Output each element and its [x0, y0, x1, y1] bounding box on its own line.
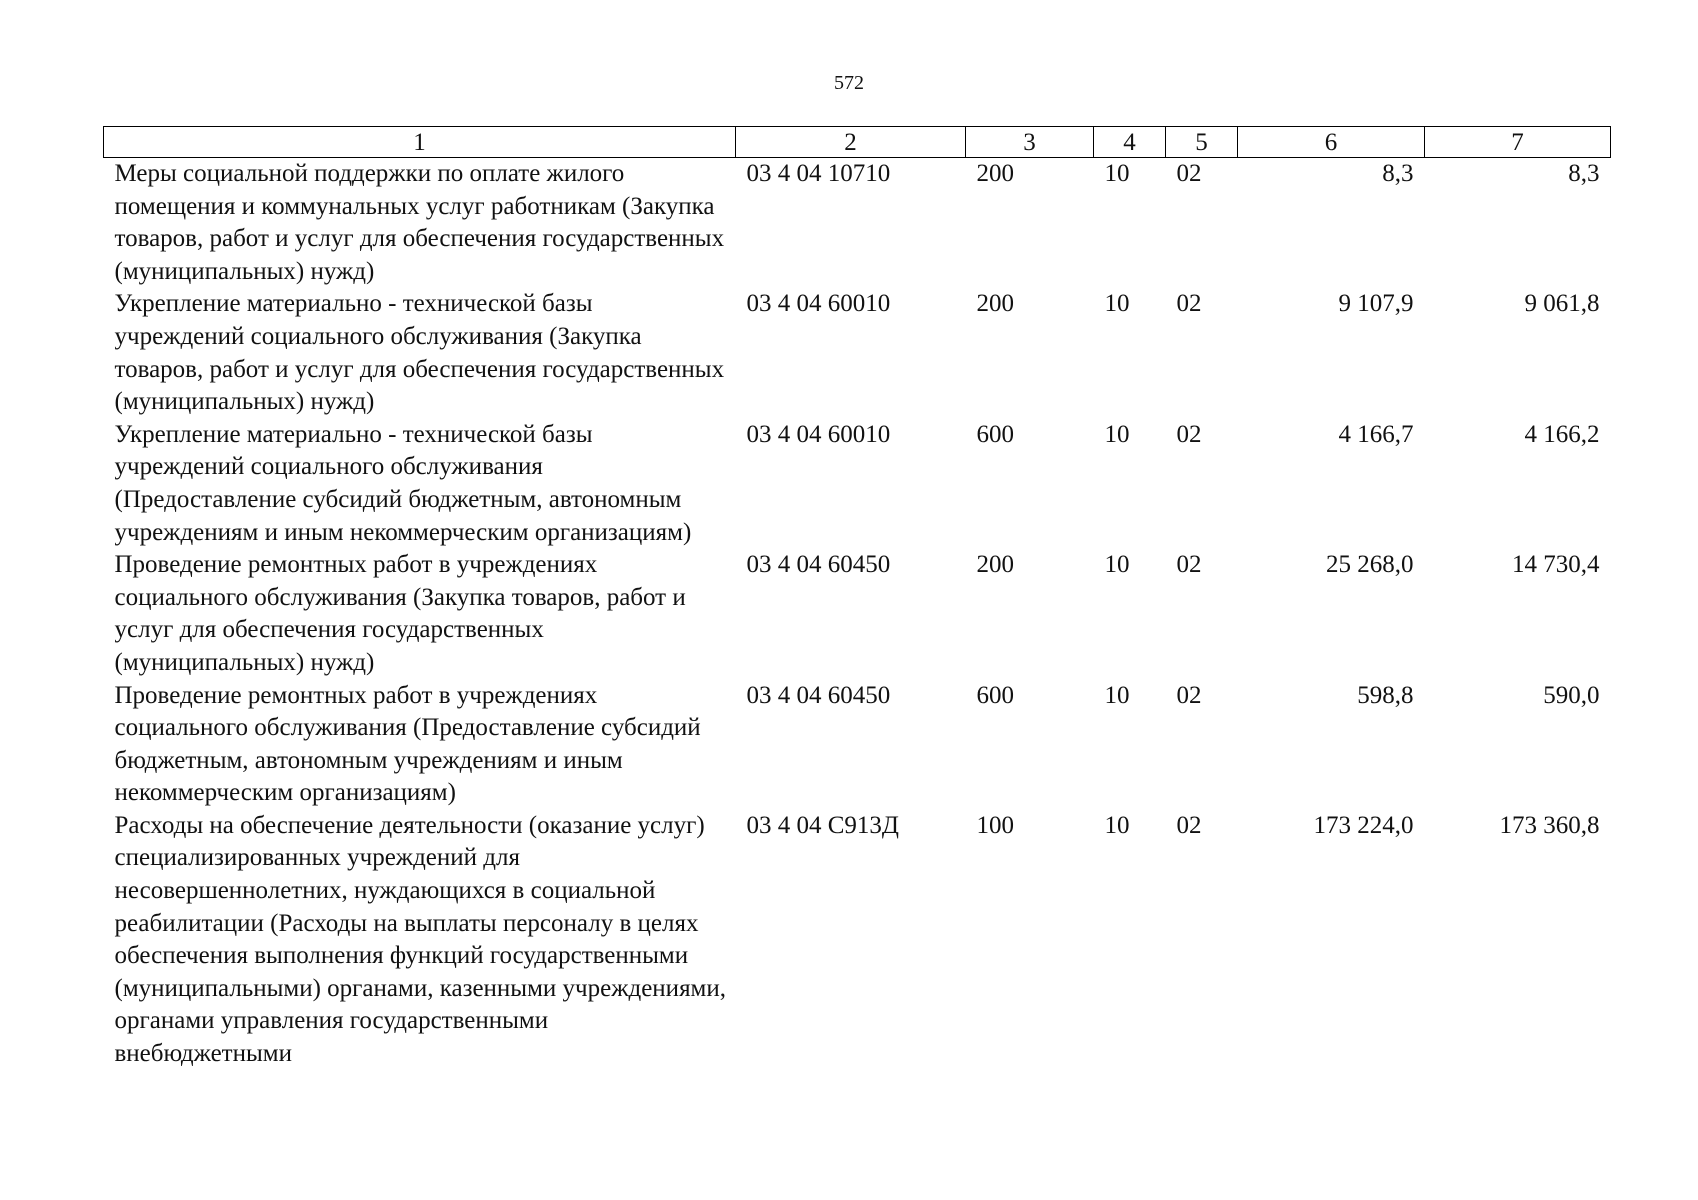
table-row	[104, 810, 1611, 1071]
table-row	[104, 680, 1611, 810]
header-col-2: 2	[736, 127, 966, 158]
row-col-4: 10	[1104, 420, 1130, 448]
row-col-7: 8,3	[1568, 160, 1600, 187]
row-col-7: 173 360,8	[1499, 811, 1600, 839]
table-row	[104, 549, 1611, 679]
row-col-3: 200	[976, 551, 1014, 579]
row-col-6: 8,3	[1382, 160, 1414, 187]
row-description: Укрепление материально - технической базы учреждений социального обслуживания (Предоставление субсидий бюджетным, автономным учреждениям и иным некоммерческим организациям)	[114, 420, 692, 546]
row-description: Проведение ремонтных работ в учреждениях социального обслуживания (Закупка товаров, работ и услуг для обеспечения государственных (муниципальных) нужд)	[114, 551, 686, 676]
row-col-6: 9 107,9	[1338, 290, 1414, 318]
row-col-3: 200	[976, 290, 1014, 318]
row-col-6: 598,8	[1357, 681, 1414, 709]
row-col-5: 02	[1176, 551, 1202, 579]
row-col-4: 10	[1104, 681, 1130, 709]
table-row	[104, 288, 1611, 418]
header-row	[104, 127, 1611, 158]
row-col-5: 02	[1176, 290, 1202, 318]
row-description: Меры социальной поддержки по оплате жилого помещения и коммунальных услуг работникам (Закупка товаров, работ и услуг для обеспечения государственных (муниципальных) нужд)	[114, 160, 725, 285]
row-target-code: 03 4 04 60450	[746, 551, 891, 579]
row-target-code: 03 4 04 60450	[746, 681, 891, 709]
header-col-5: 5	[1166, 127, 1238, 158]
row-col-7: 14 730,4	[1512, 551, 1600, 579]
row-col-7: 590,0	[1543, 681, 1600, 709]
row-col-6: 25 268,0	[1326, 551, 1414, 579]
row-col-5: 02	[1176, 420, 1202, 448]
row-description: Укрепление материально - технической базы учреждений социального обслуживания (Закупка товаров, работ и услуг для обеспечения государственных (муниципальных) нужд)	[114, 290, 725, 416]
page-number: 572	[834, 72, 864, 94]
row-col-7: 9 061,8	[1524, 290, 1600, 318]
row-col-5: 02	[1176, 160, 1202, 187]
header-col-4: 4	[1094, 127, 1166, 158]
budget-table	[103, 126, 1611, 1071]
row-col-3: 200	[976, 160, 1014, 187]
row-col-3: 100	[976, 811, 1014, 839]
header-col-1: 1	[104, 127, 736, 158]
row-col-6: 4 166,7	[1338, 420, 1414, 448]
row-col-5: 02	[1176, 811, 1202, 839]
row-col-4: 10	[1104, 811, 1130, 839]
row-target-code: 03 4 04 60010	[746, 290, 891, 318]
row-col-5: 02	[1176, 681, 1202, 709]
row-col-3: 600	[976, 681, 1014, 709]
header-col-3: 3	[966, 127, 1094, 158]
row-col-7: 4 166,2	[1524, 420, 1600, 448]
row-target-code: 03 4 04 10710	[746, 160, 891, 187]
table-row	[104, 419, 1611, 549]
row-col-3: 600	[976, 420, 1014, 448]
row-description: Расходы на обеспечение деятельности (оказание услуг) специализированных учреждений для несовершеннолетних, нуждающихся в социальной реабилитации (Расходы на выплаты персоналу в целях обеспечения выполнения функций государственными (муниципальными) органами, казенными учреждениями, органами управления государственными внебюджетными	[114, 811, 727, 1068]
table-row	[104, 158, 1611, 289]
row-col-4: 10	[1104, 290, 1130, 318]
table-body	[104, 158, 1611, 1071]
header-col-6: 6	[1238, 127, 1425, 158]
row-target-code: 03 4 04 С913Д	[746, 811, 899, 839]
row-col-4: 10	[1104, 160, 1130, 187]
row-col-4: 10	[1104, 551, 1130, 579]
table-header	[104, 127, 1611, 158]
row-description: Проведение ремонтных работ в учреждениях социального обслуживания (Предоставление субсидий бюджетным, автономным учреждениям и иным некоммерческим организациям)	[114, 681, 701, 807]
row-col-6: 173 224,0	[1313, 811, 1414, 839]
row-target-code: 03 4 04 60010	[746, 420, 891, 448]
header-col-7: 7	[1425, 127, 1611, 158]
